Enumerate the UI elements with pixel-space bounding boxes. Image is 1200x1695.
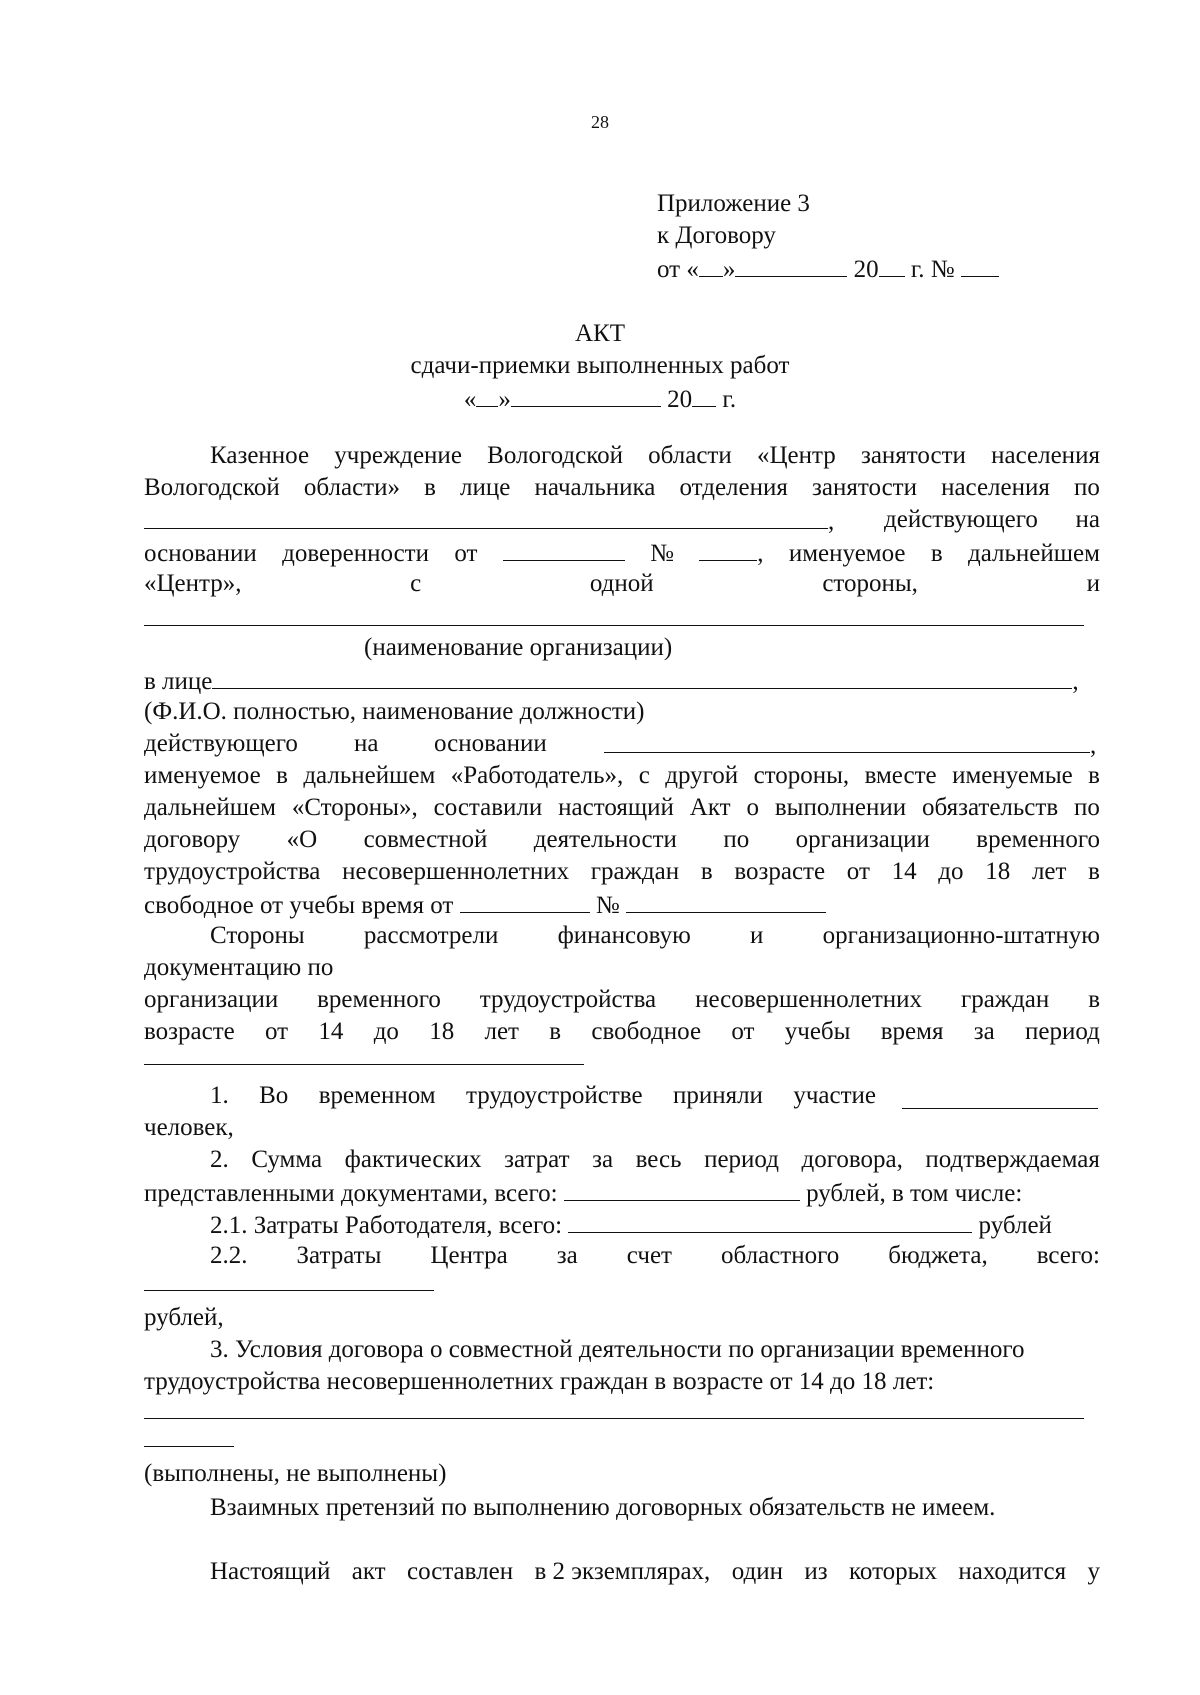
word: с <box>410 570 422 597</box>
word: Вологодской <box>487 442 623 469</box>
word: составили <box>433 794 543 821</box>
word: Вологодской <box>144 474 280 501</box>
p3-line3 <box>144 984 1100 1016</box>
word: учреждение <box>334 442 462 469</box>
word: 2.2. <box>210 1242 248 1269</box>
word: Казенное <box>210 442 310 469</box>
word: Стороны <box>210 922 305 949</box>
word: именуемые <box>952 762 1073 789</box>
p2-line4 <box>144 856 1100 888</box>
word: лице <box>460 474 511 501</box>
word: всего: <box>1036 1242 1100 1269</box>
word: 14 <box>318 1018 344 1045</box>
word: в <box>276 762 288 789</box>
appendix-line3: от « » 20 г. № <box>657 252 1117 286</box>
word: за <box>592 1146 614 1173</box>
word: области <box>648 442 732 469</box>
word: и <box>1086 570 1100 597</box>
word: время <box>880 1018 944 1045</box>
word: и <box>750 922 764 949</box>
item3-blank-line-cont <box>144 1446 234 1447</box>
item1-text <box>210 1080 876 1112</box>
act-title: АКТ <box>575 320 625 347</box>
word: участие <box>793 1082 876 1109</box>
word: о <box>746 794 759 821</box>
word: составлен <box>407 1558 514 1585</box>
word: в <box>1088 762 1100 789</box>
word: от <box>846 858 870 885</box>
word: в <box>1088 858 1100 885</box>
word: учебы <box>784 1018 851 1045</box>
word: договору <box>144 826 241 853</box>
word: от <box>731 1018 755 1045</box>
word: находится <box>958 1558 1067 1585</box>
appendix-line1: Приложение 3 <box>657 190 810 217</box>
word: временного <box>317 986 441 1013</box>
word: период <box>1025 1018 1100 1045</box>
item2-line2: представленными документами, всего: рублей, в том числе: <box>144 1176 1100 1210</box>
word: в <box>424 474 436 501</box>
word: Центра <box>430 1242 508 1269</box>
p2-line2 <box>144 792 1100 824</box>
word: период <box>704 1146 779 1173</box>
word: занятости <box>812 474 917 501</box>
p2-line3 <box>144 824 1100 856</box>
word: с <box>638 762 650 789</box>
word: «Стороны», <box>291 794 418 821</box>
word: от <box>265 1018 289 1045</box>
word: стороны, <box>753 762 850 789</box>
word: населения <box>941 474 1050 501</box>
item21-line: 2.1. Затраты Работодателя, всего: рублей <box>210 1208 1100 1242</box>
item22-end: рублей, <box>144 1304 224 1331</box>
p1-line3: , действующего на <box>144 504 1100 538</box>
word: совместной <box>363 826 488 853</box>
word: обязательств <box>921 794 1059 821</box>
no-claims-line: Взаимных претензий по выполнению договорных обязательств не имеем. <box>210 1494 996 1521</box>
item3-blank-line <box>144 1418 1084 1419</box>
word: трудоустройстве <box>465 1082 643 1109</box>
word: 18 <box>429 1018 455 1045</box>
word: 1. <box>210 1082 229 1109</box>
word: по <box>1074 794 1100 821</box>
word: свободное <box>591 1018 702 1045</box>
document-page: 28 Приложение 3 к Договору от « » 20 г. № АКТ сдачи-приемки выполненных работ « » 20 г. Казенное учреждение Вологодской области «Центр занятости населения Вологодской области» в лице начальника отделения занятости населения по , действующего на основании доверенности от № , именуемое в дальнейшем «Центр», с одной стороны, и (наименование организации) в лице , (Ф.И.О. полностью, наименование должности) действующего на основании , именуемое в дальнейшем «Работодатель», с другой стороны, вместе именуемые в дальнейшем «Стороны», составили настоящий Акт о выполнении обязательств по договору «О совместной деятельности по организации временного трудоустройства несовершеннолетних граждан в возрасте от 14 до 18 лет в свободное от учебы время от № Стороны рассмотрели финансовую и организационно-штатную документацию по организации временного трудоустройства несовершеннолетних граждан в возрасте от 14 до 18 лет в свободное от учебы время за период 1. Во временном трудоустройстве приняли участие человек, 2. Сумма фактических затрат за весь период договора, подтверждаемая представленными документами, всего: рублей, в том числе: 2.1. Затраты Работодателя, всего: рублей 2.2. Затраты Центра за счет областного бюджета, всего: рублей, 3. Условия договора о совместной деятельности по организации временного трудоустройства несовершеннолетних граждан в возрасте от 14 до 18 лет: (выполнены, не выполнены) Взаимных претензий по выполнению договорных обязательств не имеем. Настоящий акт составлен в 2 экземплярах, один из которых находится у <box>0 0 1200 1695</box>
word: у <box>1087 1558 1100 1585</box>
word: акт <box>351 1558 386 1585</box>
item3-line2: трудоустройства несовершеннолетних граждан в возрасте от 14 до 18 лет: <box>144 1368 935 1395</box>
word: дальнейшем <box>303 762 436 789</box>
word: организации <box>795 826 930 853</box>
word: стороны, <box>822 570 918 597</box>
word: в <box>549 1018 562 1045</box>
p1-line5 <box>144 568 1100 600</box>
word: граждан <box>960 986 1050 1013</box>
p3-line2: документацию по <box>144 954 334 981</box>
word: один <box>731 1558 783 1585</box>
word: несовершеннолетних <box>342 858 570 885</box>
word: Настоящий <box>210 1558 331 1585</box>
word: договора, <box>801 1146 903 1173</box>
word: Во <box>259 1082 289 1109</box>
word: областного <box>721 1242 840 1269</box>
word: затрат <box>504 1146 570 1173</box>
word: 14 <box>891 858 917 885</box>
word: Акт <box>689 794 731 821</box>
word: отделения <box>679 474 788 501</box>
word: счет <box>626 1242 672 1269</box>
word: за <box>556 1242 578 1269</box>
p2-line1 <box>144 760 1100 792</box>
word: трудоустройства <box>479 986 657 1013</box>
word: до <box>938 858 964 885</box>
word: 18 <box>985 858 1011 885</box>
appendix-line2: к Договору <box>657 222 776 249</box>
word: Сумма <box>251 1146 323 1173</box>
word: граждан <box>590 858 680 885</box>
word: дальнейшем <box>144 794 276 821</box>
word: именуемое <box>144 762 261 789</box>
act-date-line: « » 20 г. <box>0 382 1200 416</box>
word: деятельности <box>533 826 677 853</box>
word: до <box>373 1018 399 1045</box>
word: весь <box>635 1146 682 1173</box>
word: Затраты <box>296 1242 382 1269</box>
word: из <box>804 1558 828 1585</box>
p3-line1 <box>210 920 1100 952</box>
word: организационно-штатную <box>822 922 1100 949</box>
org-caption: (наименование организации) <box>364 634 673 661</box>
p2-line5: свободное от учебы время от № <box>144 888 1100 922</box>
word: временном <box>318 1082 436 1109</box>
word: рассмотрели <box>363 922 499 949</box>
word: занятости <box>860 442 966 469</box>
word: по <box>723 826 750 853</box>
word: в <box>1088 986 1100 1013</box>
word: «О <box>286 826 318 853</box>
word: временного <box>976 826 1100 853</box>
fio-caption: (Ф.И.О. полностью, наименование должности) <box>144 698 645 725</box>
word: населения <box>991 442 1100 469</box>
word: «Центр <box>756 442 836 469</box>
word: 2. <box>210 1146 229 1173</box>
item1-line2: человек, <box>144 1114 234 1141</box>
word: по <box>1074 474 1100 501</box>
word: организации <box>144 986 279 1013</box>
item22-blank-line <box>144 1290 434 1291</box>
word: приняли <box>672 1082 763 1109</box>
p1-line1 <box>210 440 1100 472</box>
period-blank-line <box>144 1064 584 1065</box>
word: выполнении <box>774 794 907 821</box>
word: области» <box>303 474 400 501</box>
page-number: 28 <box>591 112 609 132</box>
word: несовершеннолетних <box>695 986 923 1013</box>
word: начальника <box>534 474 656 501</box>
in-person-line: в лице , <box>144 664 1100 698</box>
word: другой <box>665 762 739 789</box>
word: лет <box>484 1018 519 1045</box>
p1-line2 <box>144 472 1100 504</box>
word: финансовую <box>557 922 691 949</box>
word: «Центр», <box>144 570 242 597</box>
item2-line1 <box>210 1144 1100 1176</box>
word: бюджета, <box>888 1242 988 1269</box>
word: «Работодатель», <box>450 762 624 789</box>
p3-line4 <box>144 1016 1100 1048</box>
word: одной <box>589 570 654 597</box>
word: настоящий <box>558 794 674 821</box>
status-caption: (выполнены, не выполнены) <box>144 1460 447 1487</box>
word: в 2 экземплярах, <box>534 1558 711 1585</box>
word: в <box>700 858 713 885</box>
word: лет <box>1031 858 1067 885</box>
word: подтверждаемая <box>925 1146 1100 1173</box>
word: возрасте <box>144 1018 235 1045</box>
word: трудоустройства <box>144 858 321 885</box>
word: которых <box>849 1558 937 1585</box>
item22-line <box>210 1240 1100 1272</box>
act-subtitle: сдачи-приемки выполненных работ <box>410 352 790 379</box>
p1-line4: основании доверенности от № , именуемое в дальнейшем <box>144 536 1100 570</box>
word: вместе <box>864 762 937 789</box>
item3-line1: 3. Условия договора о совместной деятельности по организации временного <box>210 1336 1025 1363</box>
final-line1 <box>210 1556 1100 1588</box>
word: возрасте <box>734 858 826 885</box>
word: за <box>973 1018 995 1045</box>
org-name-line <box>144 625 1084 626</box>
word: фактических <box>344 1146 482 1173</box>
